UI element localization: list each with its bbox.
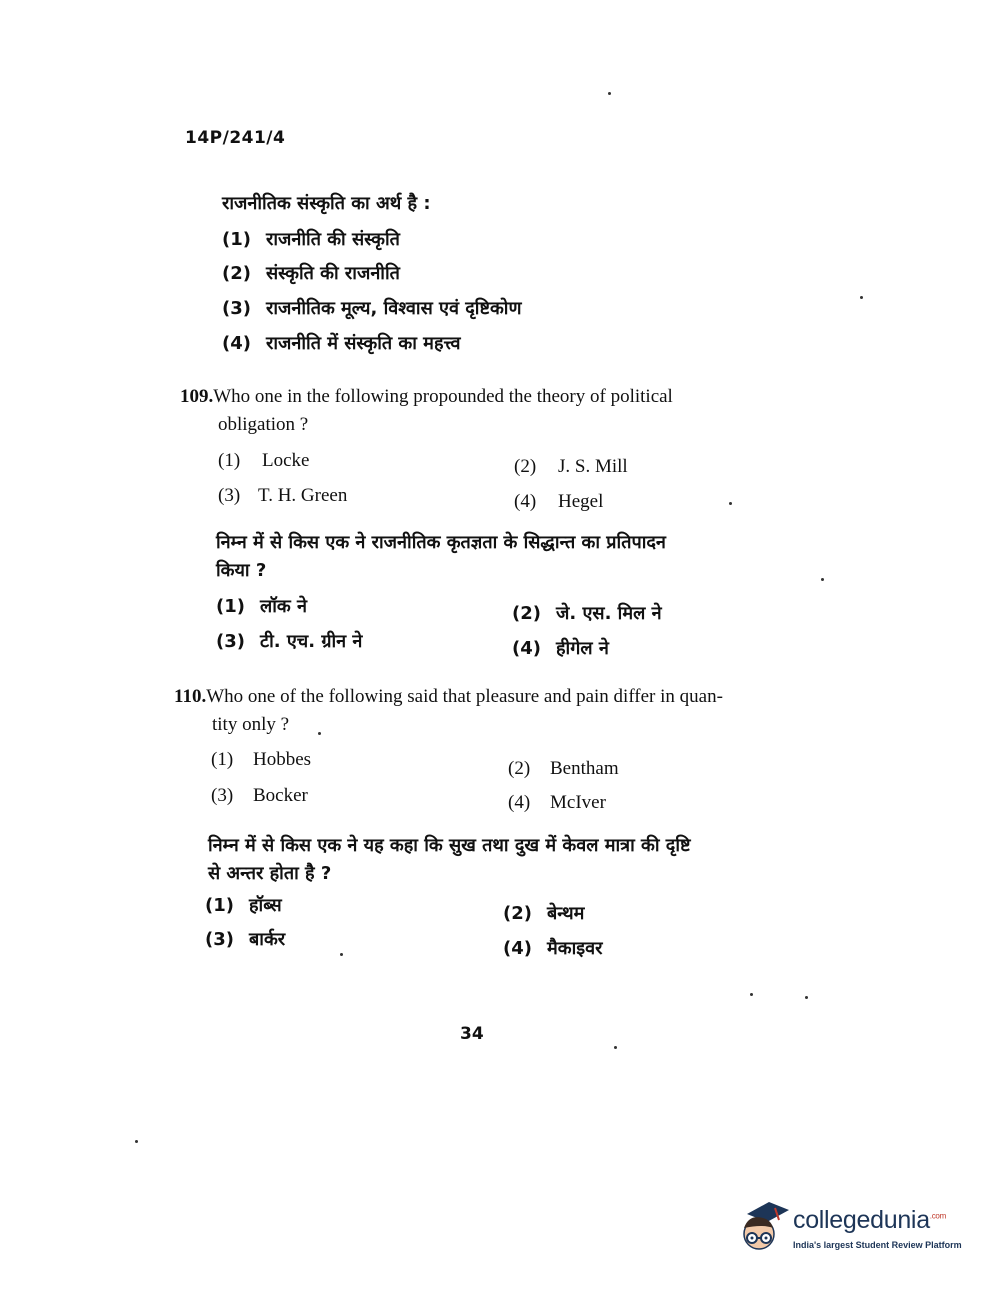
logo-wordmark: collegedunia$^{.com}$ <box>793 1206 946 1234</box>
q109-option-1: (1) Locke <box>218 450 310 471</box>
q110-hindi-option-2: (2) बेन्थम <box>503 903 585 924</box>
scan-speck <box>318 732 321 735</box>
q110-hindi-line1: निम्न में से किस एक ने यह कहा कि सुख तथा दुख में केवल मात्रा की दृष्टि <box>208 835 691 856</box>
q108-hindi-question: राजनीतिक संस्कृति का अर्थ है : <box>222 193 431 214</box>
q109-question-line2: obligation ? <box>218 414 309 435</box>
scan-speck <box>821 578 824 581</box>
q110-question-line1: 110.Who one of the following said that pleasure and pain differ in quan- <box>174 686 723 707</box>
scan-speck <box>750 993 753 996</box>
q110-option-2: (2) Bentham <box>508 758 619 779</box>
q108-option-2: (2) संस्कृति की राजनीति <box>222 263 400 284</box>
q110-option-1: (1) Hobbes <box>211 749 312 770</box>
q109-hindi-option-4: (4) हीगेल ने <box>512 638 609 659</box>
scan-speck <box>608 92 611 95</box>
q110-hindi-option-4: (4) मैकाइवर <box>503 938 603 959</box>
q108-option-3: (3) राजनीतिक मूल्य, विश्वास एवं दृष्टिकोण <box>222 298 522 319</box>
mascot-icon <box>735 1196 791 1260</box>
q108-option-1: (1) राजनीति की संस्कृति <box>222 229 400 250</box>
q110-number: 110. <box>174 686 207 707</box>
scan-speck <box>729 502 732 505</box>
q109-option-2: (2) J. S. Mill <box>514 456 628 477</box>
q109-hindi-line1: निम्न में से किस एक ने राजनीतिक कृतज्ञता के सिद्धान्त का प्रतिपादन <box>216 532 666 553</box>
q109-option-3: (3) T. H. Green <box>218 485 348 506</box>
q110-hindi-line2: से अन्तर होता है ? <box>208 863 332 884</box>
q109-number: 109. <box>180 386 214 407</box>
scan-speck <box>614 1046 617 1049</box>
q110-option-4: (4) McIver <box>508 792 606 813</box>
q110-hindi-option-1: (1) हॉब्स <box>205 895 282 916</box>
q109-option-4: (4) Hegel <box>514 491 604 512</box>
q109-hindi-option-3: (3) टी. एच. ग्रीन ने <box>216 631 363 652</box>
q110-question-line2: tity only ? <box>212 714 290 735</box>
q110-hindi-option-3: (3) बार्कर <box>205 929 286 950</box>
q110-option-3: (3) Bocker <box>211 785 308 806</box>
scan-speck <box>340 953 343 956</box>
q109-hindi-line2: किया ? <box>216 560 267 581</box>
q109-question-line1: 109.Who one in the following propounded the theory of political <box>180 386 673 407</box>
q108-option-4: (4) राजनीति में संस्कृति का महत्त्व <box>222 333 461 354</box>
page-number: 34 <box>460 1024 484 1044</box>
collegedunia-logo <box>735 1196 965 1260</box>
logo-tagline: India's largest Student Review Platform <box>793 1240 962 1250</box>
q109-hindi-option-2: (2) जे. एस. मिल ने <box>512 603 662 624</box>
scan-speck <box>805 996 808 999</box>
q109-hindi-option-1: (1) लॉक ने <box>216 596 307 617</box>
paper-code: 14P/241/4 <box>185 128 286 148</box>
scan-speck <box>135 1140 138 1143</box>
scan-speck <box>860 296 863 299</box>
